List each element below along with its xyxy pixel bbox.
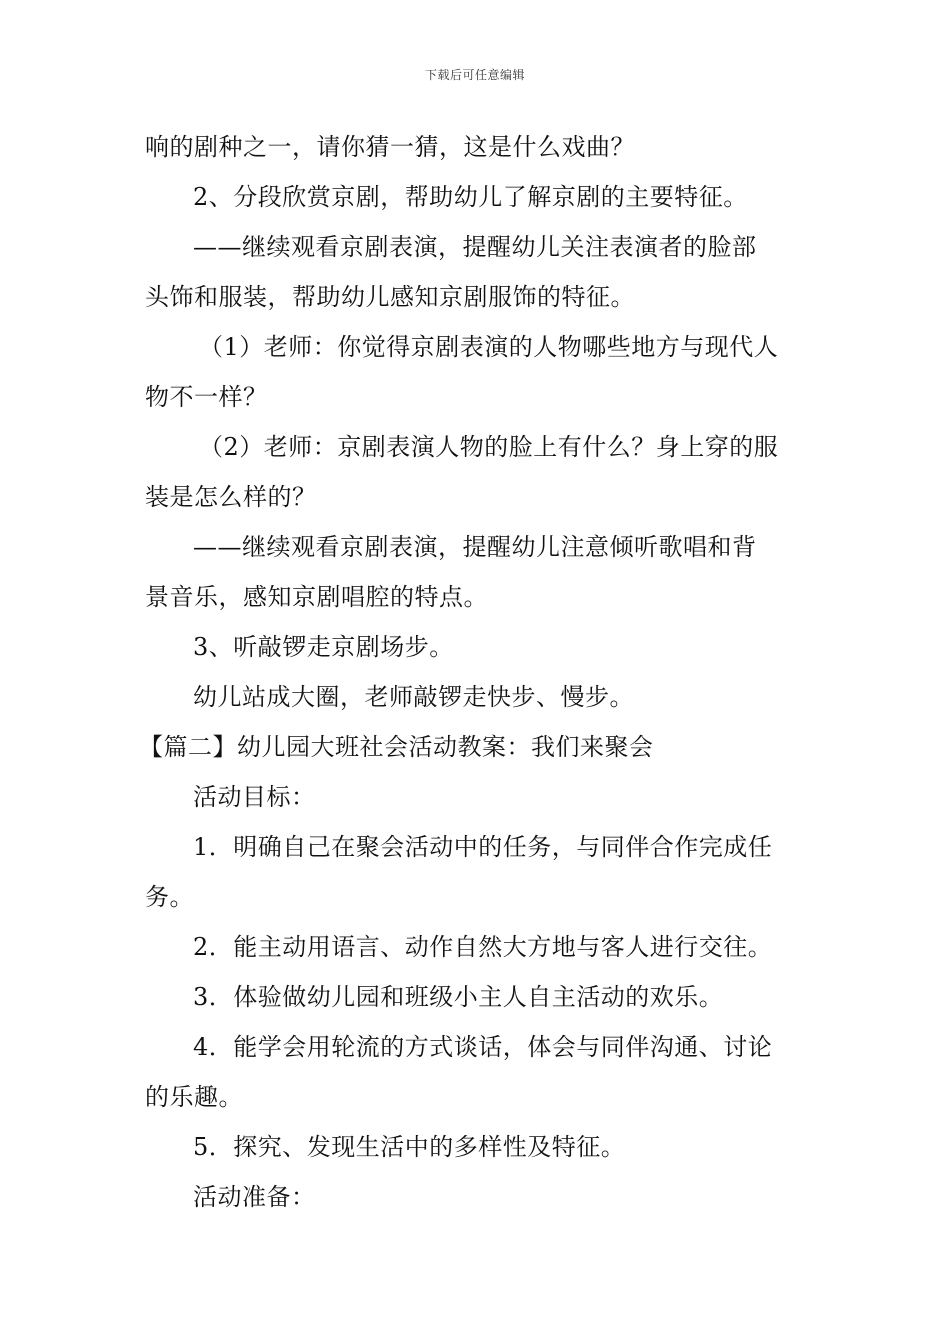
paragraph-line: （1）老师：你觉得京剧表演的人物哪些地方与现代人 [199,333,779,361]
paragraph-line: 3、听敲锣走京剧场步。 [193,633,454,661]
section-heading: 【篇二】幼儿园大班社会活动教案：我们来聚会 [139,733,654,761]
paragraph-line: ——继续观看京剧表演，提醒幼儿注意倾听歌唱和背 [193,533,757,561]
paragraph-line: 响的剧种之一，请你猜一猜，这是什么戏曲？ [145,133,635,161]
paragraph-line: 3．体验做幼儿园和班级小主人自主活动的欢乐。 [193,983,724,1011]
paragraph-line: 头饰和服装，帮助幼儿感知京剧服饰的特征。 [145,283,635,311]
paragraph-line: 活动准备： [193,1183,316,1211]
paragraph-line: 装是怎么样的？ [145,483,317,511]
paragraph-line: 景音乐，感知京剧唱腔的特点。 [145,583,488,611]
paragraph-line: 的乐趣。 [145,1083,243,1111]
paragraph-line: 1．明确自己在聚会活动中的任务，与同伴合作完成任 [193,833,773,861]
paragraph-line: ——继续观看京剧表演，提醒幼儿关注表演者的脸部 [193,233,757,261]
document-body [139,127,810,1227]
paragraph-line: 2、分段欣赏京剧，帮助幼儿了解京剧的主要特征。 [193,183,748,211]
paragraph-line: 4．能学会用轮流的方式谈话，体会与同伴沟通、讨论 [193,1033,773,1061]
paragraph-line: 幼儿站成大圈，老师敲锣走快步、慢步。 [193,683,634,711]
paragraph-line: 2．能主动用语言、动作自然大方地与客人进行交往。 [193,933,773,961]
paragraph-line: 务。 [145,883,194,911]
page-header: 下载后可任意编辑 [424,68,525,82]
paragraph-line: 5．探究、发现生活中的多样性及特征。 [193,1133,626,1161]
paragraph-line: 物不一样？ [145,383,268,411]
paragraph-line: （2）老师：京剧表演人物的脸上有什么？身上穿的服 [199,433,779,461]
paragraph-line: 活动目标： [193,783,316,811]
